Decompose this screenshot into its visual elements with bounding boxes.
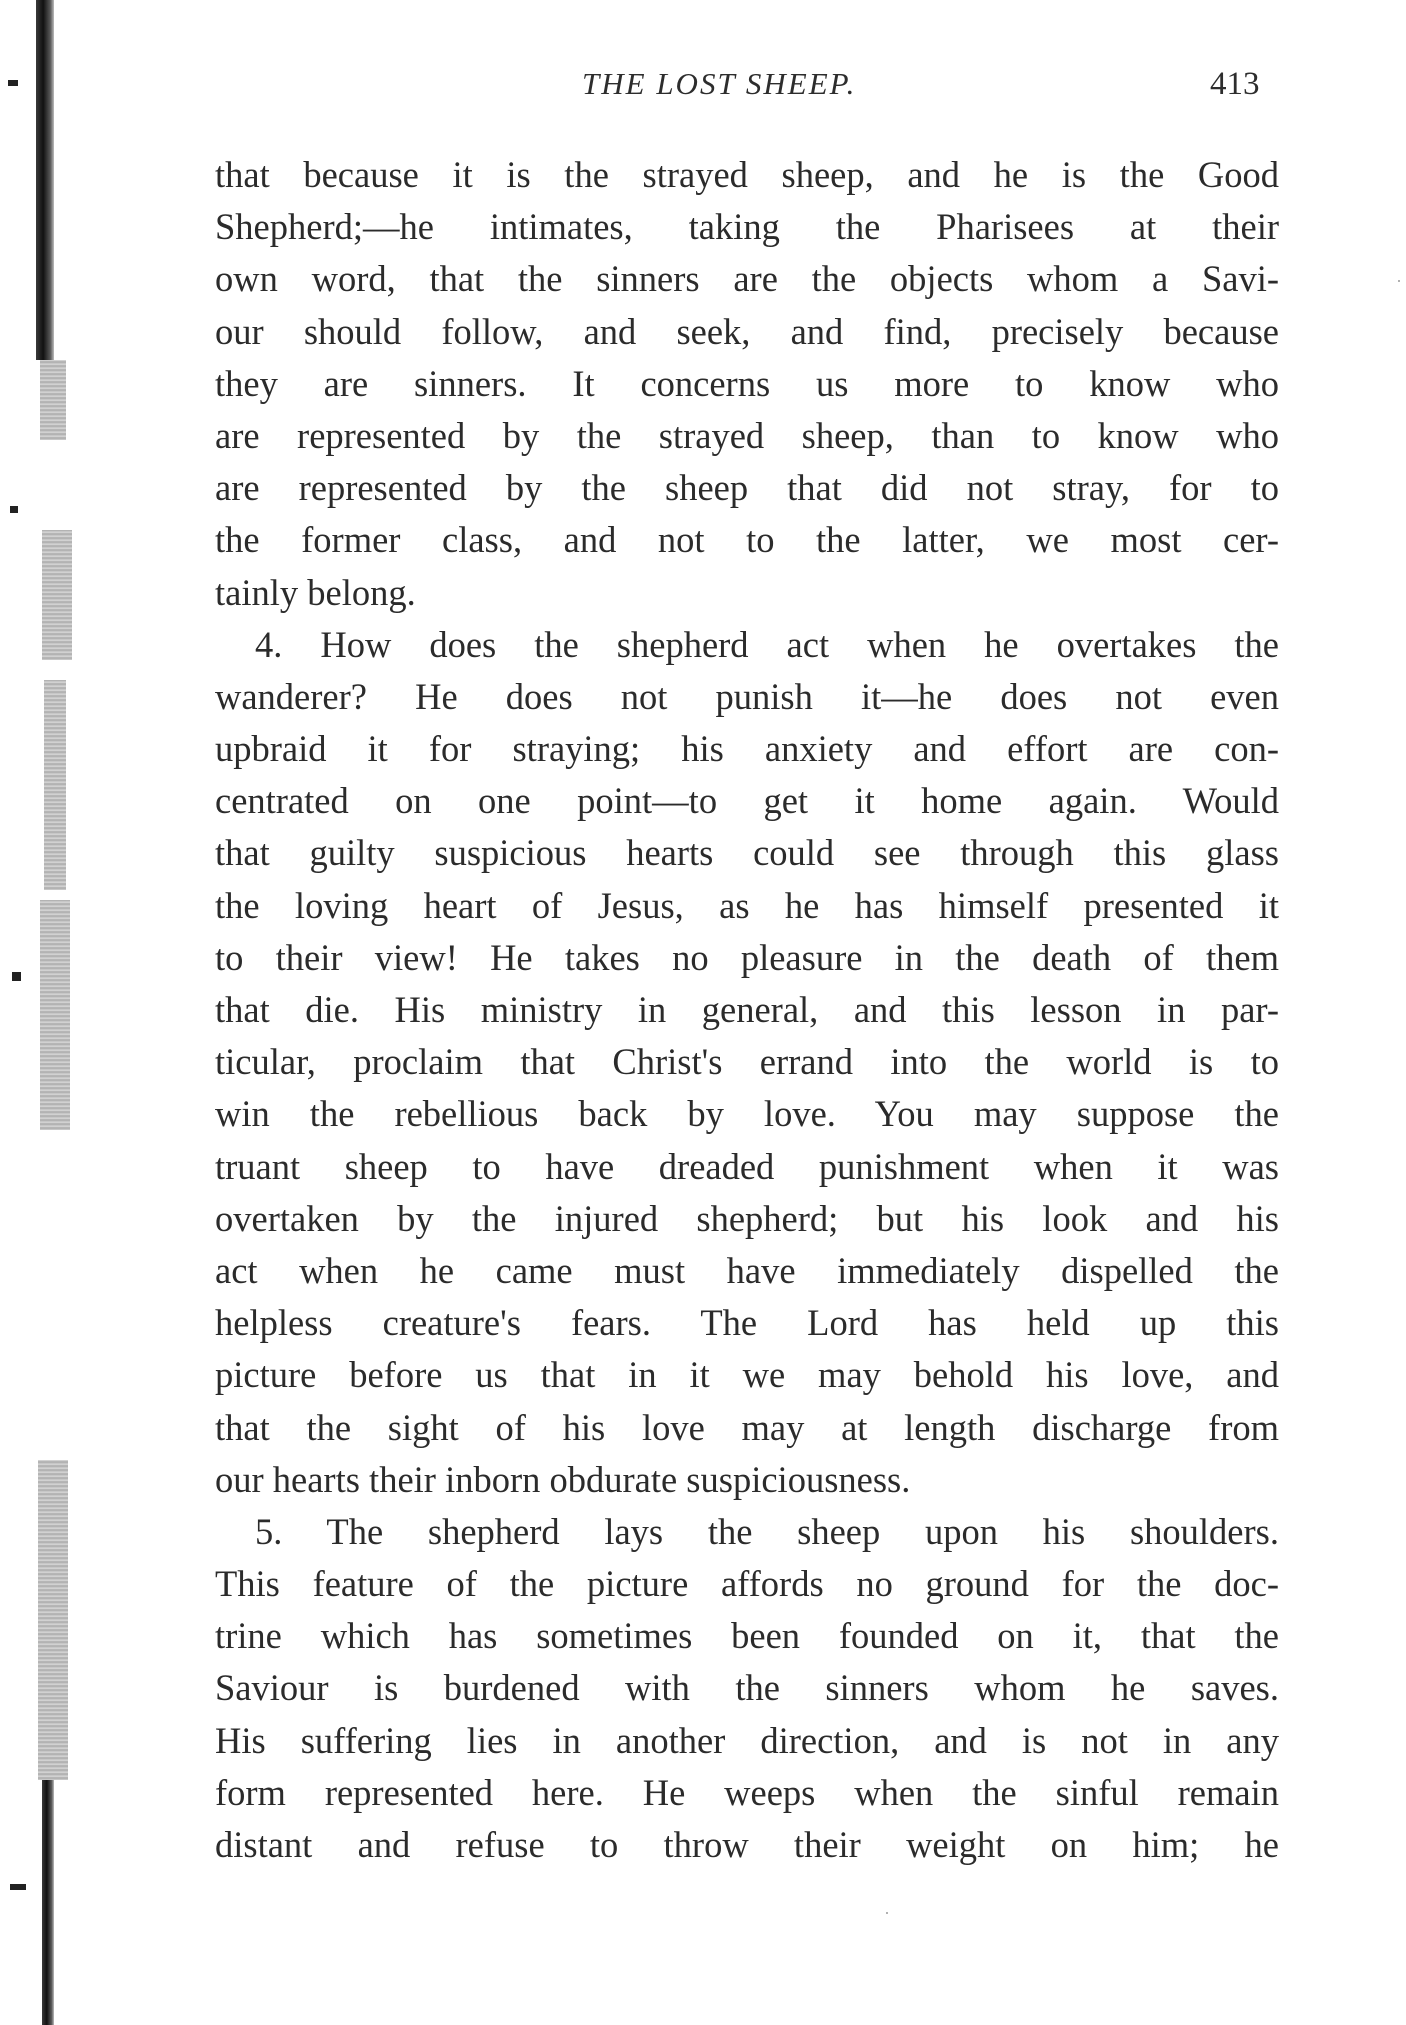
text-line: ticular, proclaim that Christ's errand into the world is to <box>215 1041 1279 1083</box>
text-line: our should follow, and seek, and find, precisely because <box>215 310 1279 352</box>
text-line: centrated on one point—to get it home again. Would <box>215 780 1279 822</box>
text-line: the former class, and not to the latter, we most cer- <box>215 519 1279 561</box>
text-line: overtaken by the injured shepherd; but his look and his <box>215 1197 1279 1239</box>
text-line: own word, that the sinners are the objects whom a Savi- <box>215 258 1279 300</box>
binding-smudge <box>44 680 66 890</box>
text-line: helpless creature's fears. The Lord has held up this <box>215 1302 1279 1344</box>
binding-smudge <box>38 1460 68 1780</box>
binding-speck <box>12 972 21 981</box>
text-line: Shepherd;—he intimates, taking the Pharisees at their <box>215 206 1279 248</box>
text-line: are represented by the strayed sheep, than to know who <box>215 414 1279 456</box>
text-line: the loving heart of Jesus, as he has himself presented it <box>215 884 1279 926</box>
text-line: tainly belong. <box>215 571 416 613</box>
binding-shadow-top <box>36 0 54 360</box>
text-line: picture before us that in it we may behold his love, and <box>215 1354 1279 1396</box>
text-line: are represented by the sheep that did not stray, for to <box>215 467 1279 509</box>
binding-smudge <box>40 900 70 1130</box>
text-line: that the sight of his love may at length discharge from <box>215 1406 1279 1448</box>
text-line: win the rebellious back by love. You may suppose the <box>215 1093 1279 1135</box>
text-line: upbraid it for straying; his anxiety and effort are con- <box>215 728 1279 770</box>
text-line: trine which has sometimes been founded on it, that the <box>215 1615 1279 1657</box>
text-line: act when he came must have immediately dispelled the <box>215 1249 1279 1291</box>
text-line: that die. His ministry in general, and this lesson in par- <box>215 989 1279 1030</box>
running-title: THE LOST SHEEP. <box>582 66 857 101</box>
text-line: they are sinners. It concerns us more to know who <box>215 362 1279 404</box>
text-line: form represented here. He weeps when the sinful remain <box>215 1771 1279 1813</box>
text-line: our hearts their inborn obdurate suspiciousness. <box>215 1458 911 1500</box>
text-line: 5. The shepherd lays the sheep upon his shoulders. <box>255 1510 1279 1552</box>
binding-speck <box>10 506 18 513</box>
text-line: His suffering lies in another direction, and is not in any <box>215 1719 1279 1761</box>
binding-shadow-bottom <box>42 1780 54 2025</box>
body-text <box>215 149 1279 1871</box>
text-line: wanderer? He does not punish it—he does not even <box>215 675 1279 717</box>
text-line: 4. How does the shepherd act when he overtakes the <box>255 623 1279 665</box>
text-line: that because it is the strayed sheep, and he is the Good <box>215 154 1279 195</box>
book-binding-edge <box>0 0 80 2025</box>
binding-speck <box>10 1884 26 1890</box>
text-line: Saviour is burdened with the sinners whom he saves. <box>215 1667 1279 1709</box>
text-line: truant sheep to have dreaded punishment when it was <box>215 1145 1279 1187</box>
paper-speck <box>886 1912 888 1914</box>
text-line: distant and refuse to throw their weight on him; he <box>215 1824 1279 1865</box>
binding-smudge <box>40 360 66 440</box>
text-line: This feature of the picture affords no ground for the doc- <box>215 1563 1279 1605</box>
page-number: 413 <box>1210 66 1260 102</box>
text-line: that guilty suspicious hearts could see through this glass <box>215 832 1279 874</box>
text-line: to their view! He takes no pleasure in the death of them <box>215 936 1279 978</box>
binding-smudge <box>42 530 72 660</box>
paper-speck <box>1398 280 1400 282</box>
page-header <box>0 66 1406 106</box>
